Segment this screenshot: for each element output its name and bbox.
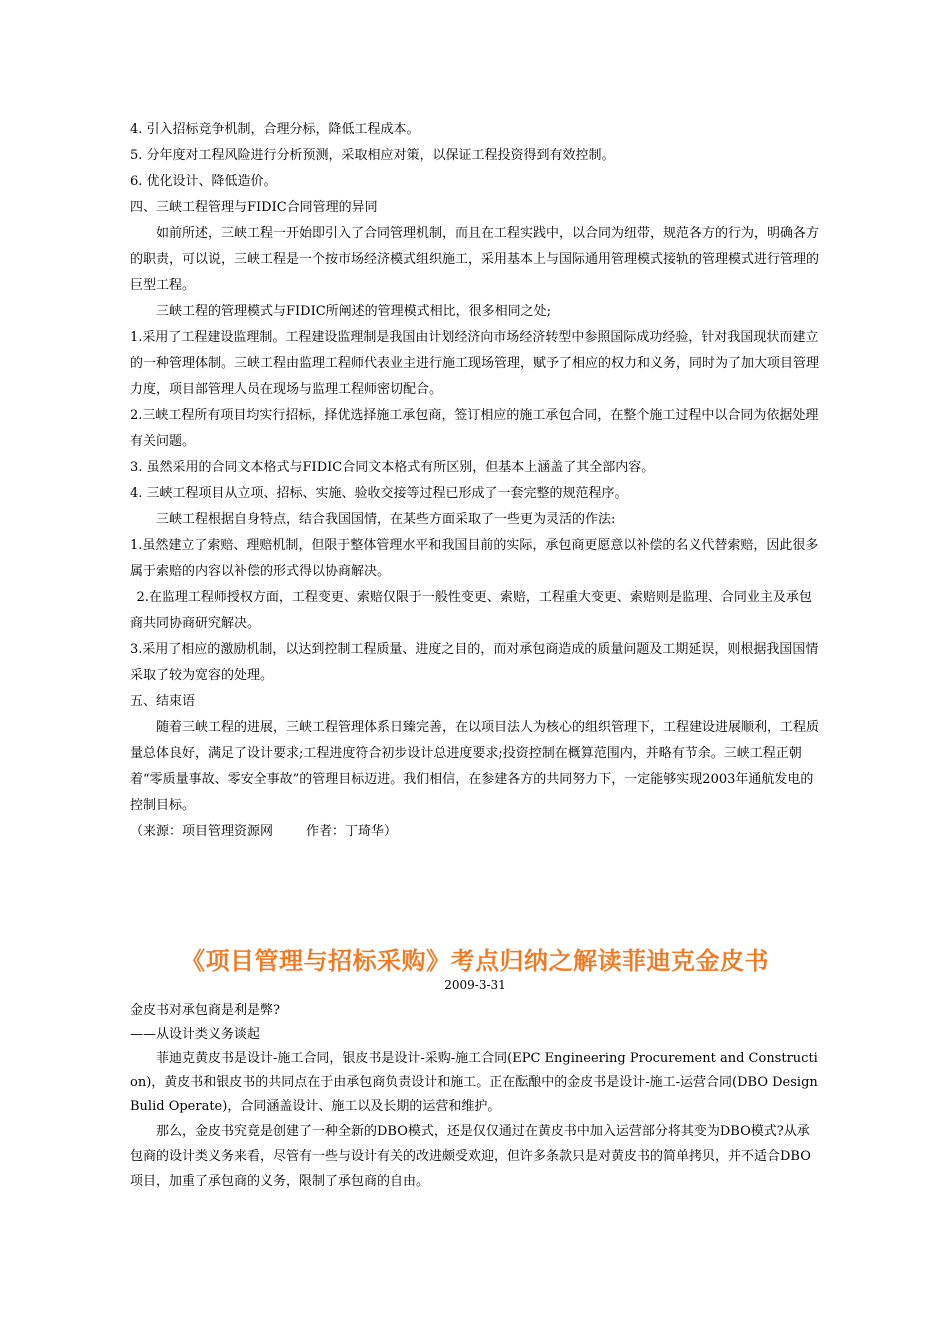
section-heading: 四、三峡工程管理与FIDIC合同管理的异同 (130, 200, 378, 215)
article-section (130, 949, 820, 1194)
spacer (130, 845, 820, 949)
list-item: 1.虽然建立了索赔、理赔机制，但限于整体管理水平和我国目前的实际，承包商更愿意以补偿的名义代替索赔，因此很多属于索赔的内容以补偿的形式得以协商解决。 (130, 538, 819, 579)
list-item: 2.在监理工程师授权方面，工程变更、索赔仅限于一般性变更、索赔，工程重大变更、索赔则是监理、合同业主及承包商共同协商研究解决。 (130, 590, 812, 631)
article-title: 《项目管理与招标采购》考点归纳之解读菲迪克金皮书 (181, 947, 769, 975)
list-item: 1.采用了工程建设监理制。工程建设监理制是我国由计划经济向市场经济转型中参照国际成功经验，针对我国现状而建立的一种管理体制。三峡工程由监理工程师代表业主进行施工现场管理，赋予了相应的权力和义务，同时为了加大项目管理力度，项目部管理人员在现场与监理工程师密切配合。 (130, 330, 820, 397)
article-date: 2009-3-31 (444, 978, 506, 992)
list-item: 3. 虽然采用的合同文本格式与FIDIC合同文本格式有所区别，但基本上涵盖了其全部内容。 (130, 460, 655, 475)
paragraph: 那么，金皮书究竟是创建了一种全新的DBO模式，还是仅仅通过在黄皮书中加入运营部分将其变为DBO模式?从承包商的设计类义务来看，尽管有一些与设计有关的改进颇受欢迎，但许多条款只是对黄皮书的简单拷贝，并不适合DBO项目，加重了承包商的义务，限制了承包商的自由。 (130, 1124, 811, 1189)
list-item: 4. 三峡工程项目从立项、招标、实施、验收交接等过程已形成了一套完整的规范程序。 (130, 486, 628, 501)
subheading: ——从设计类义务谈起 (130, 1027, 261, 1042)
source-line: （来源：项目管理资源网 作者：丁琦华） (130, 824, 398, 839)
paragraph: 菲迪克黄皮书是设计-施工合同，银皮书是设计-采购-施工合同(EPC Engineering Procurement and Construction)，黄皮书和银皮书的共同点在于由承包商负责设计和施工。正在酝酿中的金皮书是设计-施工-运营合同(DBO Design Bulid Operate)，合同涵盖设计、施工以及长期的运营和维护。 (130, 1051, 818, 1114)
list-item: 5. 分年度对工程风险进行分析预测，采取相应对策，以保证工程投资得到有效控制。 (130, 148, 615, 163)
paragraph: 三峡工程的管理模式与FIDIC所阐述的管理模式相比，很多相同之处; (156, 304, 552, 319)
document-page (130, 117, 820, 1194)
list-item: 2.三峡工程所有项目均实行招标，择优选择施工承包商，签订相应的施工承包合同，在整个施工过程中以合同为依据处理有关问题。 (130, 408, 819, 449)
list-item: 6. 优化设计、降低造价。 (130, 174, 277, 189)
section-heading: 五、结束语 (130, 694, 196, 709)
list-item: 4. 引入招标竞争机制，合理分标，降低工程成本。 (130, 122, 420, 137)
list-item: 3.采用了相应的激励机制，以达到控制工程质量、进度之目的，而对承包商造成的质量问题及工期延误，则根据我国国情采取了较为宽容的处理。 (130, 642, 819, 683)
paragraph: 如前所述，三峡工程一开始即引入了合同管理机制，而且在工程实践中，以合同为纽带，规范各方的行为，明确各方的职责，可以说，三峡工程是一个按市场经济模式组织施工，采用基本上与国际通用管理模式接轨的管理模式进行管理的巨型工程。 (130, 226, 820, 293)
subheading: 金皮书对承包商是利是弊? (130, 1003, 280, 1018)
paragraph: 三峡工程根据自身特点，结合我国国情，在某些方面采取了一些更为灵活的作法: (156, 512, 616, 527)
paragraph: 随着三峡工程的进展，三峡工程管理体系日臻完善，在以项目法人为核心的组织管理下，工程建设进展顺利，工程质量总体良好，满足了设计要求;工程进度符合初步设计总进度要求;投资控制在概算范围内，并略有节余。三峡工程正朝着“零质量事故、零安全事故”的管理目标迈进。我们相信，在参建各方的共同努力下，一定能够实现2003年通航发电的控制目标。 (130, 720, 820, 813)
